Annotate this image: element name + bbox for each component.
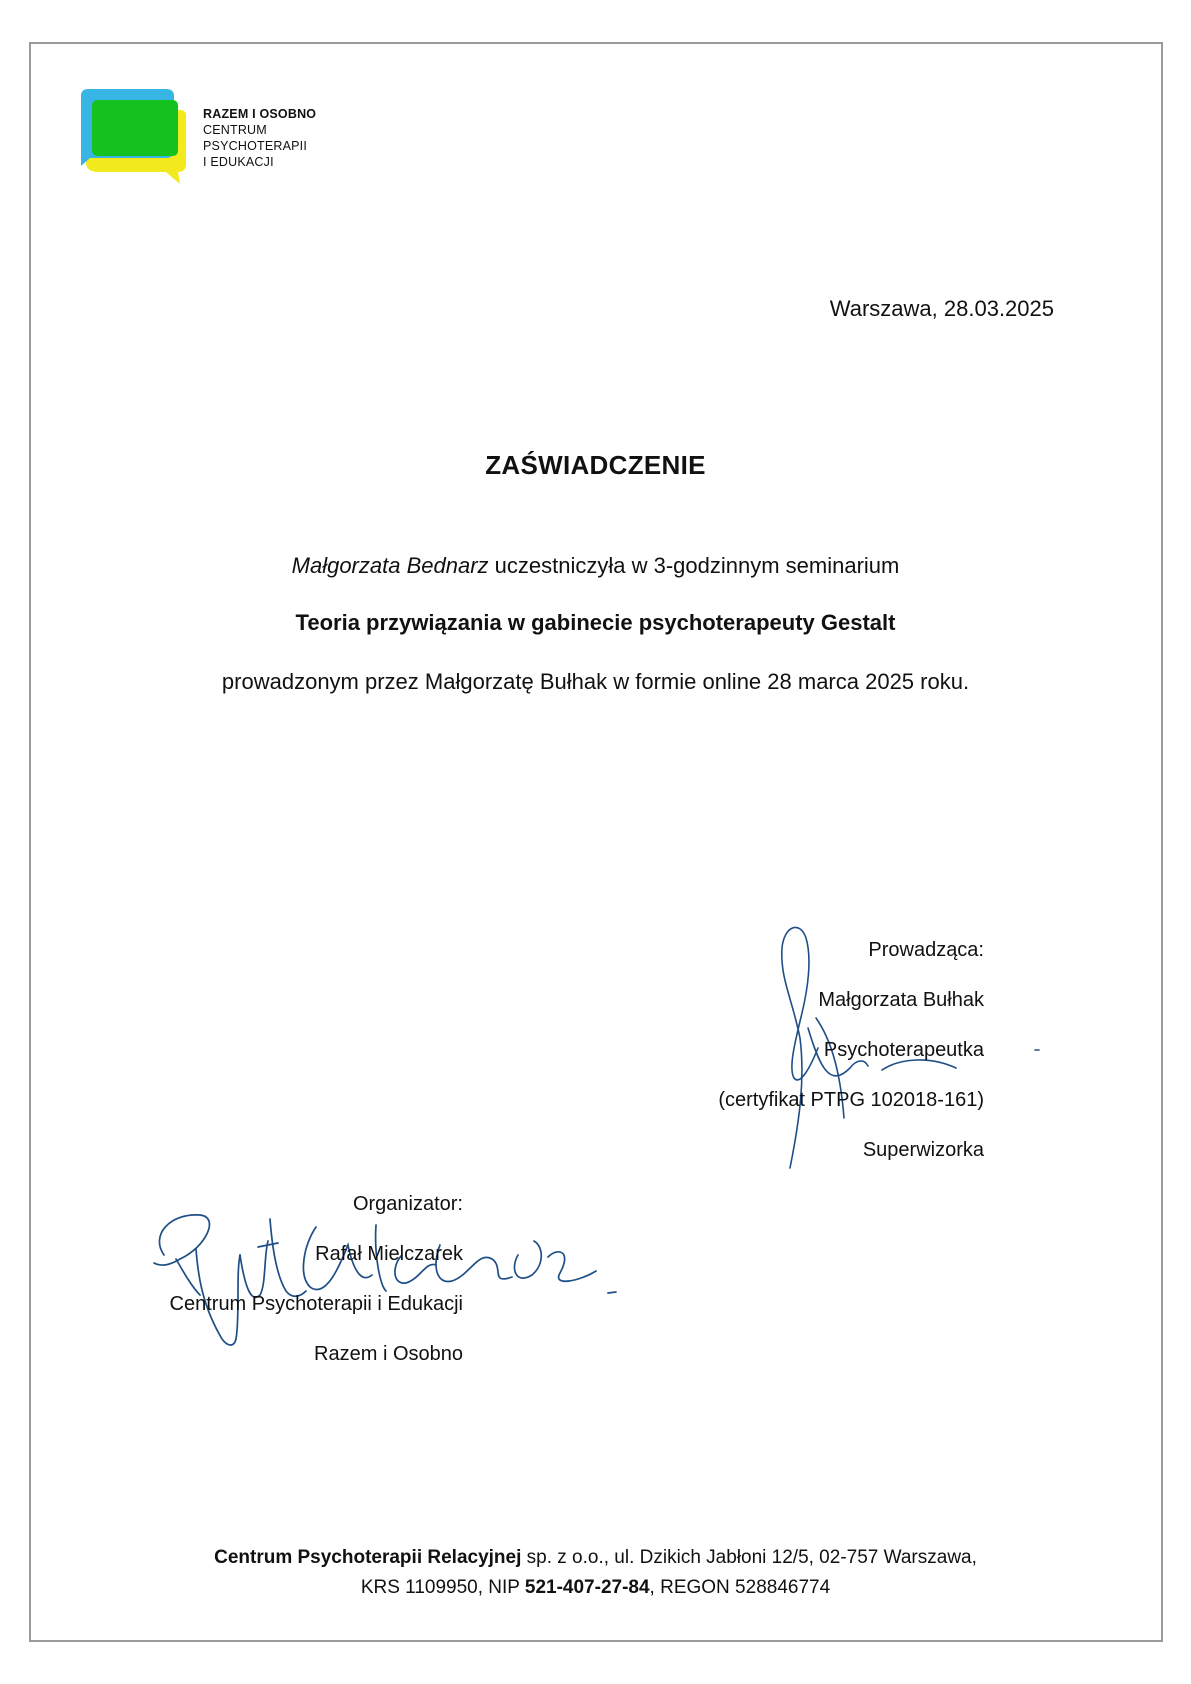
logo-line-3: PSYCHOTERAPII [203,139,308,153]
leader-block [718,938,984,1188]
footer-nip: 521-407-27-84 [524,1577,650,1598]
logo-line-4: I EDUKACJI [203,155,274,169]
logo-icon [80,88,192,184]
leader-name: Małgorzata Bułhak [818,989,984,1011]
participant-name: Małgorzata Bednarz [291,553,489,578]
footer-line-1 [0,1543,1191,1573]
footer [0,1543,1191,1603]
organizer-name: Rafał Mielczarek [315,1243,463,1265]
footer-krs: KRS 1109950, NIP [360,1577,525,1598]
intro-rest: uczestniczyła w 3-godzinnym seminarium [488,553,900,578]
organizer-label: Organizator: [352,1193,463,1215]
footer-regon: , REGON 528846774 [649,1577,831,1598]
seminar-topic: Teoria przywiązania w gabinecie psychoterapeuty Gestalt [295,610,896,635]
footer-line-2 [0,1573,1191,1603]
intro-line [0,553,1191,579]
logo-text [203,106,316,170]
leader-label: Prowadząca: [868,939,984,961]
organizer-org-line-2: Razem i Osobno [314,1343,463,1365]
document-date: Warszawa, 28.03.2025 [829,296,1054,321]
page-border [29,42,1163,1642]
organizer-org-line-1: Centrum Psychoterapii i Edukacji [169,1293,463,1315]
lead-line: prowadzonym przez Małgorzatę Bułhak w formie online 28 marca 2025 roku. [221,669,970,694]
logo-line-1: RAZEM I OSOBNO [203,107,317,121]
document-title: ZAŚWIADCZENIE [485,450,706,480]
leader-role: Psychoterapeutka [823,1039,984,1061]
footer-company: Centrum Psychoterapii Relacyjnej [214,1547,522,1568]
logo-line-2: CENTRUM [203,123,267,137]
leader-extra: Superwizorka [862,1139,984,1161]
leader-certificate: (certyfikat PTPG 102018-161) [718,1089,984,1111]
footer-address: sp. z o.o., ul. Dzikich Jabłoni 12/5, 02-757 Warszawa, [521,1547,977,1568]
organizer-block [170,1192,463,1392]
